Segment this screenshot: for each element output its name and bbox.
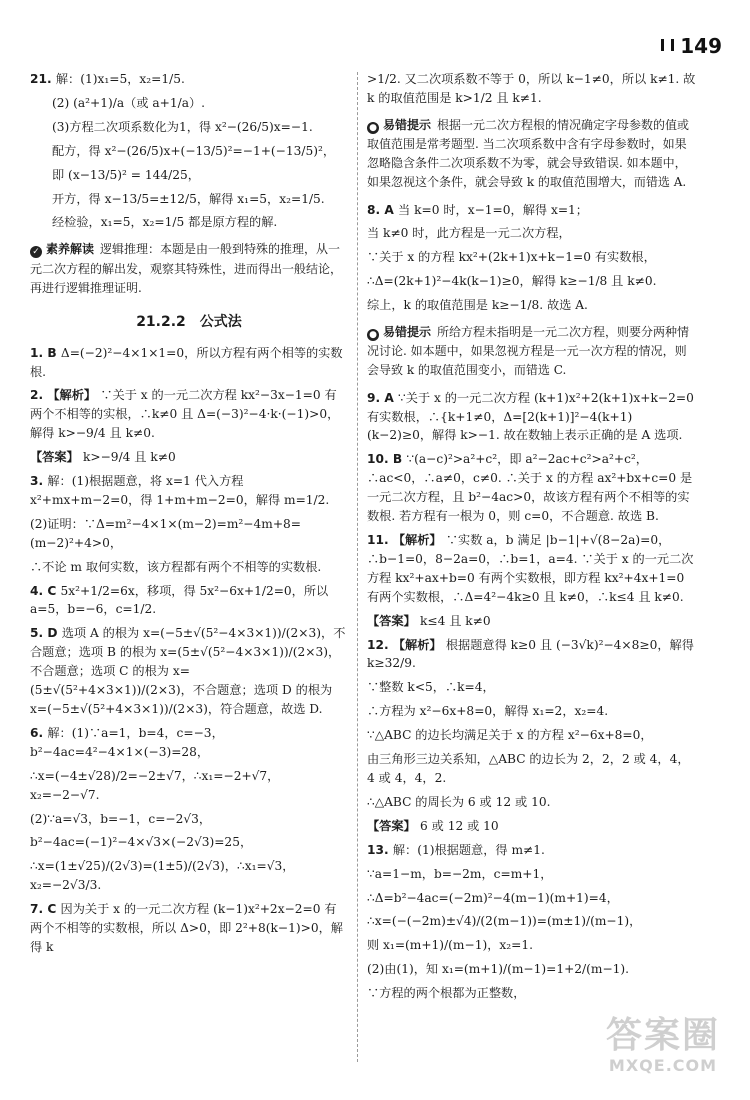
answer-line: [30, 118, 348, 137]
answer-line: [30, 70, 348, 89]
answer-text: 解：(1)x₁=5，x₂=1/5.: [55, 72, 185, 86]
answer-tag: B: [47, 345, 61, 360]
item-number: 1.: [30, 345, 48, 360]
answer-line: [367, 912, 697, 931]
answer-line: [30, 386, 348, 443]
pin-icon: ●: [367, 329, 379, 341]
answer-line: [30, 767, 348, 805]
answer-text: 当 k=0 时，x−1=0，解得 x=1；: [398, 202, 588, 217]
answer-line: [367, 678, 697, 697]
watermark-logo: 答案圈 MXQE.COM: [605, 1015, 720, 1075]
tip-heading: 素养解读: [46, 242, 95, 257]
answer-text: b²−4ac=(−1)²−4×√3×(−2√3)=25，: [30, 835, 253, 850]
answer-line: [30, 472, 348, 510]
answer-text: (2)证明：∵Δ=m²−4×1×(m−2)=m²−4m+8=(m−2)²+4>0，: [30, 516, 301, 550]
answer-line: [30, 515, 348, 553]
answer-line: [367, 450, 697, 526]
answer-text: ∴不论 m 取何实数，该方程都有两个不相等的实数根.: [30, 559, 322, 574]
answer-line: [367, 841, 697, 860]
section-title: 21.2.2 公式法: [136, 313, 242, 330]
answer-tag: C: [47, 583, 61, 598]
answer-text: ∴Δ=b²−4ac=(−2m)²−4(m−1)(m+1)=4，: [367, 890, 619, 905]
answer-line: [30, 344, 348, 382]
answer-text: ∴x=(1±√25)/(2√3)=(1±5)/(2√3)，∴x₁=√3，x₂=−2√3/3.: [30, 859, 295, 893]
answer-line: [30, 166, 348, 185]
answer-line: [367, 531, 697, 607]
answer-tag: 【答案】: [367, 818, 420, 833]
answer-text: ∴方程为 x²−6x+8=0，解得 x₁=2，x₂=4.: [367, 704, 609, 719]
tip-note: [367, 116, 697, 193]
answer-text: 解：(1)根据题意，将 x=1 代入方程 x²+mx+m−2=0，得 1+m+m−2=0，解得 m=1/2.: [30, 474, 330, 507]
answer-tag: A: [384, 202, 399, 217]
answer-text: ∵关于 x 的一元二次方程 (k+1)x²+2(k+1)x+k−2=0 有实数根，∴{k+1≠0，Δ=[2(k+1)]²−4(k+1)(k−2)≥0，解得 k>−1. 故在数轴上表示正确的是 A 选项.: [367, 390, 694, 443]
answer-line: [30, 582, 348, 620]
answer-line: [367, 612, 697, 631]
answer-text: (3)方程二次项系数化为1，得 x²−(26/5)x=−1.: [52, 119, 313, 134]
item-number: 12.: [367, 637, 393, 652]
item-number: 2.: [30, 388, 48, 403]
item-number: 4.: [30, 583, 48, 598]
answer-tag: B: [392, 452, 407, 467]
answer-tag: 【解析】: [392, 637, 446, 652]
answer-text: k>−9/4 且 k≠0: [83, 450, 176, 465]
tip-note: [30, 240, 348, 298]
answer-line: [367, 750, 697, 788]
answer-line: [30, 857, 348, 895]
answer-line: [367, 296, 697, 315]
answer-line: [367, 936, 697, 955]
answer-line: [367, 817, 697, 836]
answer-text: ∵关于 x 的一元二次方程 kx²−3x−1=0 有两个不相等的实根，∴k≠0 且 Δ=(−3)²−4·k·(−1)>0，解得 k>−9/4 且 k≠0.: [30, 388, 340, 441]
answer-line: [367, 248, 697, 267]
answer-line: [367, 702, 697, 721]
answer-text: ∵关于 x 的方程 kx²+(2k+1)x+k−1=0 有实数根，: [367, 250, 656, 265]
answer-line: [30, 810, 348, 829]
answer-text: ∵(a−c)²>a²+c²，即 a²−2ac+c²>a²+c²，∴ac<0，∴a≠0，c≠0. ∴关于 x 的方程 ax²+bx+c=0 是一元二次方程，且 b²−4ac>0，故该方程有两个不相等的实数根. 若方程有一根为 0，则 c=0，不合题意. 故选 B.: [367, 452, 693, 524]
tip-text: 根据一元二次方程根的情况确定字母参数的值或取值范围是常考题型. 当二次项系数中含有字母参数时，如果忽略隐含条件二次项系数不为零，就会导致错误. 如本题中，如果忽视这个条件，就会导致 k 的取值范围增大，而错选 A.: [367, 117, 690, 190]
answer-text: 选项 A 的根为 x=(−5±√(5²−4×3×1))/(2×3)，不合题意；选项 B 的根为 x=(5±√(5²−4×3×1))/(2×3)，不合题意；选项 C 的根为 x=(5±√(5²+4×3×1))/(2×3)，不合题意；选项 D 的根为 x=(−5±√(5²+4×3×1))/(2×3)，符合题意，故选 D.: [30, 626, 346, 716]
answer-line: [30, 724, 348, 762]
item-number: 6.: [30, 725, 48, 740]
answer-line: [367, 224, 697, 243]
answer-text: 经检验，x₁=5，x₂=1/5 都是原方程的解.: [52, 215, 278, 230]
check-badge-icon: ✓: [30, 246, 42, 258]
answer-tag: A: [384, 390, 399, 405]
item-number: 7.: [30, 902, 48, 917]
answer-text: 综上，k 的取值范围是 k≥−1/8. 故选 A.: [367, 298, 588, 313]
pin-icon: ●: [367, 122, 379, 134]
answer-text: ∵整数 k<5，∴k=4，: [367, 680, 495, 695]
answer-tag: 【解析】: [392, 533, 446, 547]
answer-text: 即 (x−13/5)² = 144/25，: [52, 167, 200, 182]
tip-heading: 易错提示: [383, 325, 432, 340]
answer-text: k≤4 且 k≠0: [420, 613, 491, 628]
answer-text: (2)由(1)，知 x₁=(m+1)/(m−1)=1+2/(m−1).: [367, 962, 630, 977]
answer-line: [30, 624, 348, 719]
answer-line: [30, 448, 348, 467]
item-number: 3.: [30, 474, 48, 489]
item-number: 11.: [367, 533, 393, 547]
answer-text: ∴x=(−(−2m)±√4)/(2(m−1))=(m±1)/(m−1)，: [367, 914, 642, 929]
answer-line: [30, 558, 348, 577]
answer-tag: D: [47, 626, 62, 641]
answer-text: 因为关于 x 的一元二次方程 (k−1)x²+2x−2=0 有两个不相等的实数根，所以 Δ>0，即 2²+8(k−1)>0，解得 k: [30, 902, 343, 954]
answer-line: [30, 213, 348, 232]
left-column: [30, 70, 348, 962]
answer-text: 配方，得 x²−(26/5)x+(−13/5)²=−1+(−13/5)²，: [52, 143, 336, 158]
answer-text: ∵实数 a，b 满足 |b−1|+√(8−2a)=0，∴b−1=0，8−2a=0，∴b=1，a=4. ∵关于 x 的一元二次方程 kx²+ax+b=0 有两个实数根，即方程 kx²+4x+1=0 有两个实数根，∴Δ=4²−4k≥0 且 k≠0，∴k≤4 且 k≠0.: [367, 533, 694, 604]
answer-tag: 【答案】: [367, 613, 420, 628]
answer-text: ∴x=(−4±√28)/2=−2±√7，∴x₁=−2+√7，x₂=−2−√7.: [30, 768, 280, 802]
tip-note: [367, 323, 697, 381]
answer-text: 则 x₁=(m+1)/(m−1)，x₂=1.: [367, 938, 533, 953]
answer-line: [367, 984, 697, 1003]
tip-text: 所给方程未指明是一元二次方程，则要分两种情况讨论. 如本题中，如果忽视方程是一元一次方程的情况，则会导致 k 的取值范围变小，而错选 C.: [367, 325, 690, 378]
answer-tag: 【解析】: [47, 388, 101, 403]
answer-line: [367, 889, 697, 908]
answer-tag: 【答案】: [30, 450, 83, 465]
answer-text: 解：(1)∵a=1，b=4，c=−3，b²−4ac=4²−4×1×(−3)=28，: [30, 725, 224, 759]
answer-text: ∴Δ=(2k+1)²−4k(k−1)≥0，解得 k≥−1/8 且 k≠0.: [367, 274, 657, 289]
answer-text: ∴△ABC 的周长为 6 或 12 或 10.: [367, 794, 551, 809]
answer-line: [367, 726, 697, 745]
answer-line: [367, 865, 697, 884]
bars-icon: [661, 39, 674, 51]
answer-text: 当 k≠0 时，此方程是一元二次方程，: [367, 226, 571, 241]
item-number: 8.: [367, 202, 385, 217]
answer-line: [367, 793, 697, 812]
answer-line: [367, 389, 697, 446]
answer-text: 5x²+1/2=6x，移项，得 5x²−6x+1/2=0，所以 a=5，b=−6，c=1/2.: [30, 583, 329, 617]
tip-heading: 易错提示: [383, 117, 432, 132]
answer-text: 根据题意得 k≥0 且 (−3√k)²−4×8≥0，解得 k≥32/9.: [367, 637, 694, 671]
item-number: 9.: [367, 390, 385, 405]
answer-tag: C: [47, 902, 61, 917]
column-divider: [357, 72, 358, 1062]
answer-line: [30, 94, 348, 113]
answer-text: 解：(1)根据题意，得 m≠1.: [392, 842, 545, 857]
page-number: 149: [661, 34, 722, 58]
answer-text: ∵△ABC 的边长均满足关于 x 的方程 x²−6x+8=0，: [367, 728, 653, 743]
item-number: 13.: [367, 842, 393, 857]
answer-line: [367, 70, 697, 108]
answer-line: [367, 272, 697, 291]
answer-line: [30, 190, 348, 209]
answer-line: [30, 142, 348, 161]
item-number: 21.: [30, 72, 56, 86]
answer-line: [30, 900, 348, 957]
answer-text: Δ=(−2)²−4×1×1=0，所以方程有两个相等的实数根.: [30, 345, 343, 379]
answer-text: (2)∵a=√3，b=−1，c=−2√3，: [30, 811, 212, 826]
answer-text: 由三角形三边关系知，△ABC 的边长为 2，2，2 或 4，4，4 或 4，4，2.: [367, 752, 690, 785]
answer-line: [367, 636, 697, 674]
item-number: 10.: [367, 452, 393, 467]
answer-text: ∵a=1−m，b=−2m，c=m+1，: [367, 866, 553, 881]
answer-text: >1/2. 又二次项系数不等于 0，所以 k−1≠0，所以 k≠1. 故 k 的取值范围是 k>1/2 且 k≠1.: [367, 72, 696, 105]
right-column: [367, 70, 697, 1008]
answer-line: [367, 201, 697, 220]
answer-text: 开方，得 x−13/5=±12/5，解得 x₁=5，x₂=1/5.: [52, 191, 325, 206]
item-number: 5.: [30, 626, 48, 641]
answer-line: [367, 960, 697, 979]
tip-text: 逻辑推理：本题是由一般到特殊的推理，从一元二次方程的解出发，观察其特殊性，进而得出一般结论，再进行逻辑推理证明.: [30, 242, 343, 295]
answer-line: [30, 833, 348, 852]
answer-text: (2) (a²+1)/a（或 a+1/a）.: [52, 95, 206, 110]
answer-text: ∵方程的两个根都为正整数，: [367, 986, 526, 1001]
answer-text: 6 或 12 或 10: [420, 818, 499, 833]
